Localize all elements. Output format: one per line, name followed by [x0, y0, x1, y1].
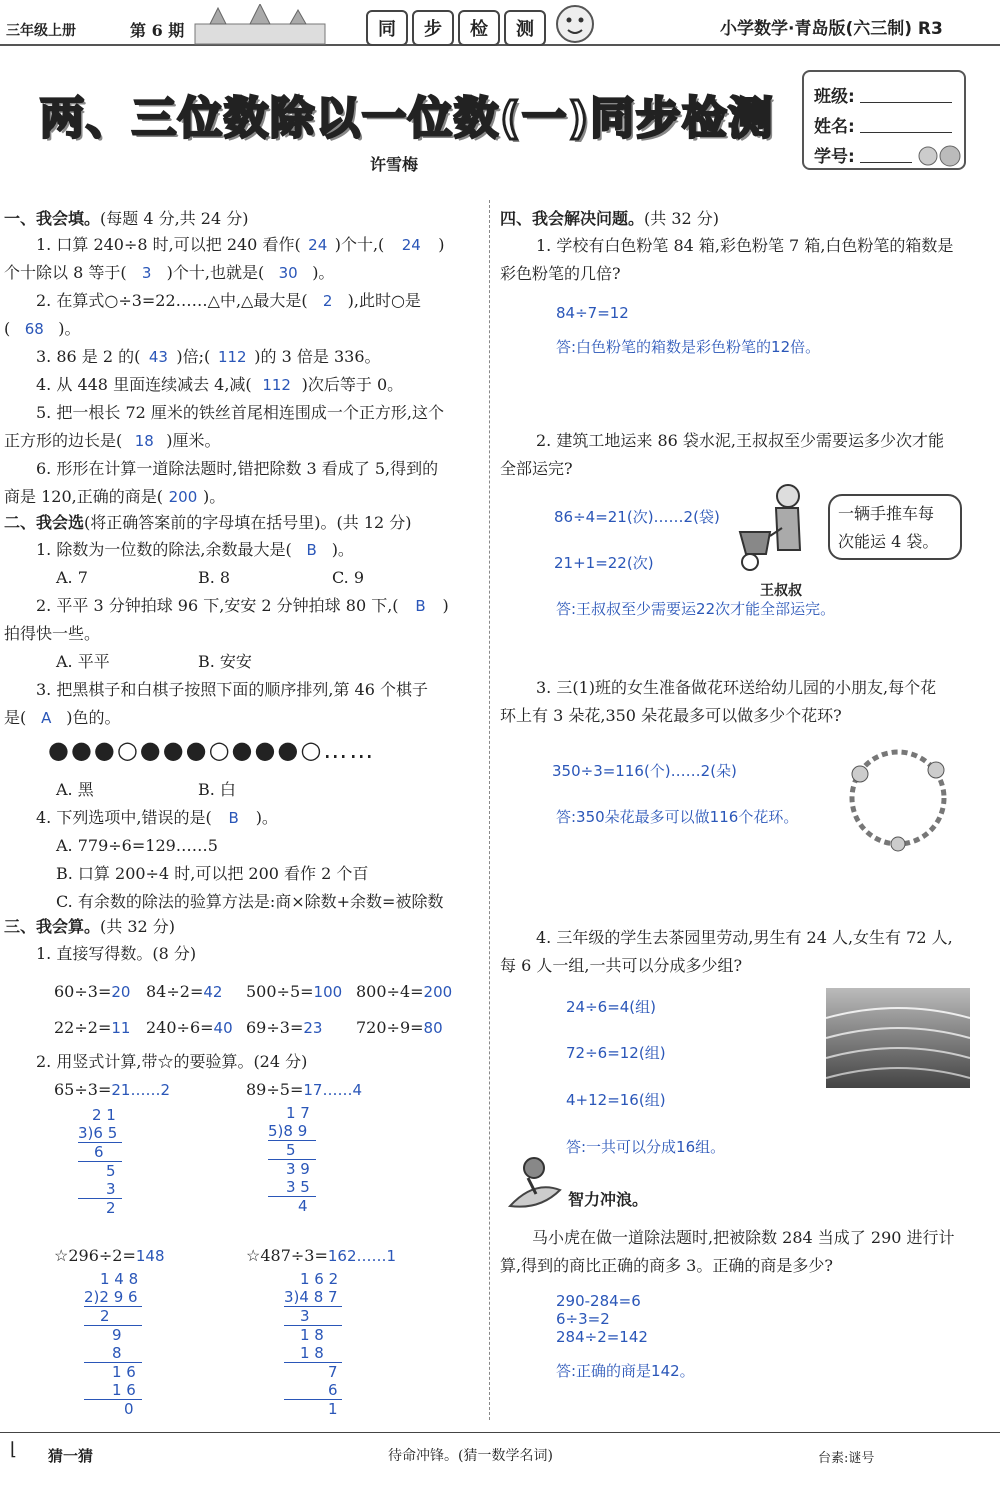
quotient: 1 6 2: [300, 1270, 339, 1288]
section-4-heading: 四、我会解决问题。: [500, 209, 645, 228]
q-text: (: [4, 319, 11, 338]
bonus-line1: 马小虎在做一道除法题时,把被除数 284 当成了 290 进行计: [532, 1228, 955, 1247]
s1-q4: [36, 371, 403, 399]
s4-p2-eq1: 86÷4=21(次)……2(袋): [554, 508, 720, 526]
expr: 65÷3=: [54, 1080, 112, 1099]
issue-label: 第 6 期: [130, 21, 185, 40]
q-text: )。: [202, 487, 226, 506]
bonus-eq1: 290-284=6: [556, 1292, 641, 1310]
s3-q1: 1. 直接写得数。(8 分): [36, 944, 197, 963]
step: 9: [112, 1326, 122, 1344]
section-3-score: (共 32 分): [100, 917, 176, 936]
section-1-heading: 一、我会填。: [4, 209, 101, 228]
page-footer: [0, 1432, 1000, 1472]
dividend-row: 5)8 9: [268, 1122, 316, 1141]
s4-p4-eq1: 24÷6=4(组): [566, 998, 657, 1016]
expr: 69÷3=: [246, 1018, 304, 1037]
long-division-4: [284, 1270, 354, 1418]
animals-decoration-icon: [916, 136, 964, 168]
oral-calc-1: [54, 978, 130, 1006]
vert-calc-2-expr: [246, 1076, 362, 1104]
id-label: 学号:: [814, 147, 855, 167]
s2-q1-opt-b: B. 8: [198, 568, 231, 587]
s2-q3-line2: [4, 704, 121, 732]
step: 6: [78, 1143, 122, 1162]
remainder: 2: [106, 1199, 116, 1217]
s2-q2-opt-b: B. 安安: [198, 652, 252, 671]
quotient: 1 4 8: [100, 1270, 139, 1288]
s4-p2-line1: 2. 建筑工地运来 86 袋水泥,王叔叔至少需要运多少次才能: [536, 431, 944, 450]
s4-p4-answer: 答:一共可以分成16组。: [566, 1138, 726, 1156]
answer: 30: [278, 264, 298, 282]
s1-q3: [36, 343, 381, 371]
s1-q5-line2: [4, 427, 221, 455]
answer: 80: [423, 1019, 443, 1037]
page-title: 两、三位数除以一位数(一)同步检测: [40, 93, 775, 144]
s1-q2-line1: [36, 287, 421, 315]
step: 5: [268, 1141, 316, 1160]
q-text: )。: [58, 319, 81, 338]
s4-p4-eq2: 72÷6=12(组): [566, 1044, 666, 1062]
answer: 200: [168, 488, 198, 506]
s4-p3-answer: 答:350朵花最多可以做116个花环。: [556, 808, 799, 826]
bonus-answer: 答:正确的商是142。: [556, 1362, 695, 1380]
q-text: )。: [312, 263, 335, 282]
step: 1 8: [300, 1326, 324, 1344]
section-4-score: (共 32 分): [644, 209, 720, 228]
q-text: )个十,也就是(: [166, 263, 265, 282]
q-text: ),此时○是: [347, 291, 421, 310]
answer: 42: [203, 983, 223, 1001]
answer: B: [306, 541, 317, 559]
s1-q6-line1: 6. 形形在计算一道除法题时,错把除数 3 看成了 5,得到的: [36, 459, 439, 478]
s4-p4-eq3: 4+12=16(组): [566, 1091, 666, 1109]
s4-p4-line2: 每 6 人一组,一共可以分成多少组?: [500, 956, 743, 975]
q-text: 2. 在算式○÷3=22……△中,△最大是(: [36, 291, 308, 310]
answer: 23: [303, 1019, 323, 1037]
q-text: ): [442, 596, 449, 615]
answer: 112: [217, 348, 247, 366]
header-rule: [0, 44, 1000, 46]
section-1-title: [4, 206, 248, 229]
q-text: )。: [255, 808, 278, 827]
vert-calc-4-expr: [246, 1242, 396, 1270]
q-text: )厘米。: [166, 431, 221, 450]
answer: 200: [423, 983, 453, 1001]
bonus-title: 智力冲浪。: [568, 1190, 649, 1209]
remainder: 4: [298, 1197, 308, 1215]
bonus-eq2: 6÷3=2: [556, 1310, 610, 1328]
bonus-line2: 算,得到的商比正确的商多 3。正确的商是多少?: [500, 1256, 833, 1275]
answer: 40: [213, 1019, 233, 1037]
flower-wreath-icon: [838, 740, 958, 856]
s2-q1-opt-c: C. 9: [332, 568, 365, 587]
step: 3 9: [286, 1160, 310, 1178]
s1-q1-line1: [36, 231, 445, 259]
q-text: 商是 120,正确的商是(: [4, 487, 163, 506]
step: 3: [78, 1180, 122, 1199]
q-text: )个十,(: [334, 235, 385, 254]
s4-p4-line1: 4. 三年级的学生去茶园里劳动,男生有 24 人,女生有 72 人,: [536, 928, 953, 947]
oral-calc-6: [146, 1014, 233, 1042]
q-text: 4. 从 448 里面连续减去 4,减(: [36, 375, 252, 394]
oral-calc-5: [54, 1014, 130, 1042]
s2-q2-line1: [36, 592, 449, 620]
name-field[interactable]: [860, 132, 952, 133]
section-4-title: [500, 206, 719, 229]
answer: 11: [111, 1019, 131, 1037]
expr: 89÷5=: [246, 1080, 304, 1099]
oral-calc-2: [146, 978, 222, 1006]
s2-q1-opt-a: A. 7: [56, 568, 88, 587]
dividend-row: 2)2 9 6: [84, 1288, 142, 1307]
s2-q3-opt-a: A. 黑: [56, 780, 94, 799]
answer: 24: [308, 236, 328, 254]
oral-calc-7: [246, 1014, 322, 1042]
answer: 21……2: [111, 1081, 170, 1099]
step: 8: [84, 1344, 142, 1363]
s2-q4-opt-b: B. 口算 200÷4 时,可以把 200 看作 2 个百: [56, 864, 369, 883]
step: 1 6: [112, 1363, 136, 1381]
expr: 800÷4=: [356, 982, 424, 1001]
answer: 3: [141, 264, 152, 282]
tag-box-4: 测: [504, 10, 546, 46]
q-text: 4. 下列选项中,错误的是(: [36, 808, 212, 827]
tag-box-1: 同: [366, 10, 408, 46]
oral-calc-4: [356, 978, 452, 1006]
answer: 68: [24, 320, 44, 338]
q-text: )倍;(: [176, 347, 211, 366]
long-division-1: [78, 1106, 138, 1217]
s4-p2-answer: 答:王叔叔至少需要运22次才能全部运完。: [556, 600, 836, 618]
q-text: 3. 86 是 2 的(: [36, 347, 141, 366]
s2-q4-opt-c: C. 有余数的除法的验算方法是:商×除数+余数=被除数: [56, 892, 444, 911]
answer: 24: [401, 236, 421, 254]
step: 5: [106, 1162, 116, 1180]
expr: 500÷5=: [246, 982, 314, 1001]
speech-bubble: [828, 494, 962, 560]
q-text: 是(: [4, 708, 27, 727]
bubble-line-2: 次能运 4 袋。: [838, 532, 939, 551]
q-text: 正方形的边长是(: [4, 431, 123, 450]
s4-p1-answer: 答:白色粉笔的箱数是彩色粉笔的12倍。: [556, 338, 821, 356]
expr: 60÷3=: [54, 982, 112, 1001]
castle-decoration-icon: [190, 4, 330, 46]
q-text: )色的。: [66, 708, 121, 727]
answer: 112: [262, 376, 291, 394]
guess-label: 猜一猜: [48, 1447, 94, 1465]
section-2-score: (将正确答案前的字母填在括号里)。(共 12 分): [84, 513, 412, 532]
step: 3 5: [268, 1178, 316, 1197]
expr: ☆487÷3=: [246, 1246, 328, 1265]
expr: ☆296÷2=: [54, 1246, 136, 1265]
q-text: )。: [331, 540, 354, 559]
s2-q2-line2: 拍得快一些。: [4, 624, 101, 643]
answer: 2: [322, 292, 333, 310]
s2-q4: [36, 804, 278, 832]
answer: 18: [134, 432, 154, 450]
step: 7: [328, 1363, 338, 1381]
long-division-2: [268, 1104, 328, 1215]
corner-bracket-icon: ⌊: [10, 1439, 18, 1460]
s2-q1: [36, 536, 354, 564]
expr: 22÷2=: [54, 1018, 112, 1037]
step: 1 6: [84, 1381, 142, 1400]
s4-p3-line2: 环上有 3 朵花,350 朵花最多可以做多少个花环?: [500, 706, 842, 725]
remainder: 1: [328, 1400, 338, 1418]
s4-p1-line1: 1. 学校有白色粉笔 84 箱,彩色粉笔 7 箱,白色粉笔的箱数是: [536, 236, 954, 255]
q-text: 1. 除数为一位数的除法,余数最大是(: [36, 540, 292, 559]
section-2-heading: 二、我会选: [4, 513, 85, 532]
s2-q3-line1: 3. 把黑棋子和白棋子按照下面的顺序排列,第 46 个棋子: [36, 680, 428, 699]
s1-q2-line2: [4, 315, 81, 343]
dividend-row: 3)4 8 7: [284, 1288, 342, 1307]
s4-p2-line2: 全部运完?: [500, 459, 573, 478]
surfing-cat-icon: [506, 1150, 562, 1212]
section-3-title: [4, 914, 175, 937]
bonus-eq3: 284÷2=142: [556, 1328, 648, 1346]
s1-q6-line2: [4, 483, 225, 511]
step: 6: [284, 1381, 342, 1400]
tag-box-2: 步: [412, 10, 454, 46]
answer: B: [415, 597, 426, 615]
step: 1 8: [284, 1344, 342, 1363]
name-label: 姓名:: [814, 117, 855, 137]
answer: 100: [313, 983, 343, 1001]
q-text: ): [438, 235, 445, 254]
uncle-label: 王叔叔: [760, 583, 802, 599]
s2-q3-opt-b: B. 白: [198, 780, 236, 799]
vert-calc-1-expr: [54, 1076, 170, 1104]
q-text: 2. 平平 3 分钟拍球 96 下,安安 2 分钟拍球 80 下,(: [36, 596, 399, 615]
answer: 148: [135, 1247, 165, 1265]
answer: B: [228, 809, 239, 827]
s4-p3-line1: 3. 三(1)班的女生准备做花环送给幼儿园的小朋友,每个花: [536, 678, 937, 697]
chess-pattern: ●●●○●●●○●●●○……: [48, 736, 376, 764]
subject-label: 小学数学·青岛版(六三制) R3: [720, 19, 943, 39]
riddle-text: 待命冲锋。(猜一数学名词): [388, 1448, 553, 1464]
q-text: 1. 口算 240÷8 时,可以把 240 看作(: [36, 235, 301, 254]
expr: 240÷6=: [146, 1018, 214, 1037]
answer: A: [41, 709, 52, 727]
tag-box-3: 检: [458, 10, 500, 46]
page-header: [0, 0, 1000, 58]
expr: 720÷9=: [356, 1018, 424, 1037]
student-info-box: [802, 70, 966, 170]
section-2-title: [4, 510, 412, 533]
wheelbarrow-worker-icon: [736, 480, 816, 580]
q-text: )次后等于 0。: [301, 375, 404, 394]
oral-calc-8: [356, 1014, 443, 1042]
s1-q1-line2: [4, 259, 334, 287]
quotient: 2 1: [92, 1106, 116, 1124]
answer: 43: [148, 348, 168, 366]
author: 许雪梅: [370, 155, 419, 174]
q-text: 个十除以 8 等于(: [4, 263, 127, 282]
vert-calc-3-expr: [54, 1242, 165, 1270]
step: 2: [84, 1307, 142, 1326]
grade-label: 三年级上册: [6, 23, 76, 39]
s2-q4-opt-a: A. 779÷6=129……5: [56, 836, 218, 855]
section-3-heading: 三、我会算。: [4, 917, 101, 936]
remainder: 0: [124, 1400, 134, 1418]
s3-q2: 2. 用竖式计算,带☆的要验算。(24 分): [36, 1052, 308, 1071]
bubble-line-1: 一辆手推车每: [838, 504, 935, 523]
step: 3: [284, 1307, 342, 1326]
long-division-3: [84, 1270, 154, 1418]
column-divider: [489, 200, 490, 1420]
s4-p1-eq: 84÷7=12: [556, 304, 629, 322]
class-label: 班级:: [814, 87, 855, 107]
tea-garden-photo: [826, 988, 970, 1088]
s4-p1-line2: 彩色粉笔的几倍?: [500, 264, 621, 283]
oral-calc-3: [246, 978, 342, 1006]
expr: 84÷2=: [146, 982, 204, 1001]
answer: 20: [111, 983, 131, 1001]
lion-mascot-icon: [555, 2, 595, 46]
section-1-score: (每题 4 分,共 24 分): [100, 209, 249, 228]
q-text: )的 3 倍是 336。: [254, 347, 381, 366]
quotient: 1 7: [286, 1104, 310, 1122]
s1-q5-line1: 5. 把一根长 72 厘米的铁丝首尾相连围成一个正方形,这个: [36, 403, 444, 422]
id-field[interactable]: [860, 162, 912, 163]
answer: 17……4: [303, 1081, 362, 1099]
dividend-row: 3)6 5: [78, 1124, 122, 1143]
class-field[interactable]: [860, 102, 952, 103]
answer: 162……1: [327, 1247, 397, 1265]
s4-p3-eq: 350÷3=116(个)……2(朵): [552, 762, 737, 780]
riddle-answer: 台素:谜号: [818, 1451, 875, 1466]
s2-q2-opt-a: A. 平平: [56, 652, 110, 671]
s4-p2-eq2: 21+1=22(次): [554, 554, 654, 572]
